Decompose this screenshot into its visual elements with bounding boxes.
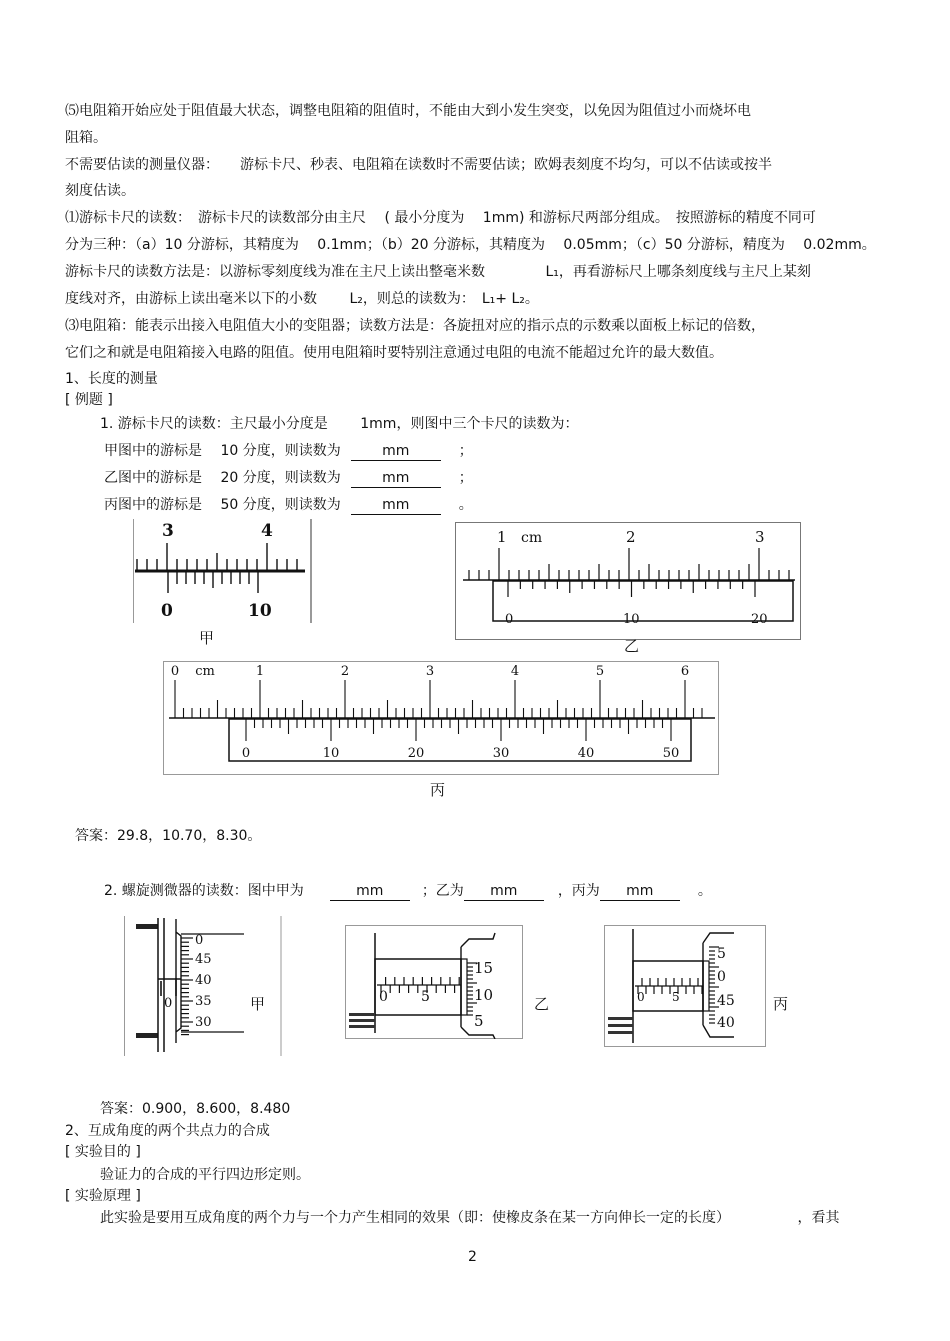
paragraph-line: 度线对齐，由游标上读出毫米以下的小数 L₂，则总的读数为： L₁+ L₂。: [65, 291, 539, 307]
thimble-label: 10: [474, 986, 494, 1004]
main-scale-label: 4: [261, 521, 273, 541]
question-1: 1. 游标卡尺的读数：主尺最小分度是 1mm，则图中三个卡尺的读数为：: [100, 416, 579, 432]
vernier-label: 20: [407, 746, 425, 761]
row-label: 丙图中的游标是 50 分度，则读数为: [104, 497, 341, 513]
vernier-figure-yi: [455, 522, 801, 640]
main-scale-label: 3: [425, 664, 435, 679]
paragraph-line: 不需要估读的测量仪器： 游标卡尺、秒表、电阻箱在读数时不需要估读；欧姆表刻度不均匀，可以不估读或按半: [65, 157, 772, 173]
vernier-label: 20: [751, 612, 768, 627]
main-scale-label: 2: [626, 528, 636, 546]
main-scale-label: 4: [510, 664, 520, 679]
answer-blank[interactable]: mm: [600, 882, 680, 901]
sleeve-label: 0: [164, 996, 173, 1011]
question-end: 。: [697, 883, 712, 899]
micrometer-figure-jia: [124, 916, 282, 1056]
main-scale-label: 3: [755, 528, 765, 546]
paragraph-line: ⑸电阻箱开始应处于阻值最大状态，调整电阻箱的阻值时，不能由大到小发生突变，以免因为阻值过小而烧坏电: [65, 103, 751, 119]
row-end: 。: [458, 497, 473, 513]
paragraph-line: 分为三种：（a）10 分游标，其精度为 0.1mm；（b）20 分游标，其精度为 0.05mm；（c）50 分游标，精度为 0.02mm。: [65, 237, 876, 253]
section-title: 1、长度的测量: [65, 371, 158, 387]
figure-caption: 丙: [773, 995, 789, 1013]
thimble-label: 5: [717, 946, 726, 962]
figure-caption: 丙: [430, 781, 446, 799]
thimble-label: 45: [717, 993, 735, 1009]
vernier-label: 0: [241, 746, 251, 761]
answer-1: 答案：29.8，10.70，8.30。: [75, 828, 262, 844]
thimble-label: 15: [474, 959, 494, 977]
answer-blank[interactable]: mm: [330, 882, 410, 901]
thimble-label: 30: [195, 1015, 212, 1030]
vernier-label: 0: [161, 601, 173, 621]
main-scale-label: 1: [497, 528, 507, 546]
main-scale-label: 2: [340, 664, 350, 679]
micrometer-figure-bing: [604, 925, 766, 1047]
vernier-figure-bing: [163, 661, 719, 775]
main-scale-label: 6: [680, 664, 690, 679]
question-1-row: [104, 441, 473, 461]
figure-caption: 甲: [250, 995, 266, 1013]
row-end: ；: [458, 443, 473, 459]
thimble-label: 40: [717, 1015, 735, 1031]
sleeve-label: 5: [421, 989, 430, 1005]
thimble-label: 35: [195, 994, 212, 1009]
vernier-label: 10: [248, 601, 272, 621]
subsection-heading: [ 实验原理 ]: [65, 1188, 141, 1204]
micrometer-figure-yi: [345, 925, 523, 1039]
row-end: ；: [458, 470, 473, 486]
example-heading: [ 例题 ]: [65, 392, 113, 408]
paragraph-line: 阻箱。: [65, 130, 107, 146]
vernier-figure-jia: [133, 518, 313, 624]
main-scale-label: 3: [162, 521, 174, 541]
section-title: 2、互成角度的两个共点力的合成: [65, 1123, 270, 1139]
main-scale-label: 1: [255, 664, 265, 679]
figure-caption: 甲: [199, 629, 215, 647]
row-label: 乙图中的游标是 20 分度，则读数为: [104, 470, 341, 486]
question-1-row: [104, 468, 473, 488]
thimble-label: 0: [195, 933, 204, 948]
paragraph-line: 刻度估读。: [65, 183, 135, 199]
answer-blank[interactable]: mm: [351, 442, 441, 461]
thimble-label: 40: [195, 973, 212, 988]
question-1-row: [104, 495, 473, 515]
question-2: [104, 881, 712, 901]
figure-caption: 乙: [624, 637, 640, 655]
page-number: 2: [468, 1249, 477, 1265]
question-2-prefix: 2. 螺旋测微器的读数：图中甲为: [104, 883, 304, 899]
unit-label: cm: [195, 664, 215, 679]
vernier-label: 50: [662, 746, 680, 761]
row-label: 甲图中的游标是 10 分度，则读数为: [104, 443, 341, 459]
paragraph-line: 它们之和就是电阻箱接入电路的阻值。使用电阻箱时要特别注意通过电阻的电流不能超过允许的最大数值。: [65, 345, 723, 361]
subsection-heading: [ 实验目的 ]: [65, 1144, 141, 1160]
vernier-label: 40: [577, 746, 595, 761]
thimble-label: 5: [474, 1012, 484, 1030]
paragraph-line: 游标卡尺的读数方法是：以游标零刻度线为准在主尺上读出整毫米数 L₁，再看游标尺上哪条刻度线与主尺上某刻: [65, 264, 811, 280]
sleeve-label: 5: [672, 990, 680, 1004]
answer-blank[interactable]: mm: [351, 496, 441, 515]
vernier-label: 10: [623, 612, 640, 627]
vernier-label: 10: [322, 746, 340, 761]
sleeve-label: 0: [637, 990, 645, 1004]
vernier-label: 30: [492, 746, 510, 761]
answer-blank[interactable]: mm: [351, 469, 441, 488]
answer-blank[interactable]: mm: [464, 882, 544, 901]
main-scale-label: 5: [595, 664, 605, 679]
answer-2: 答案：0.900，8.600，8.480: [100, 1101, 291, 1117]
paragraph-line: ⑶电阻箱：能表示出接入电阻值大小的变阻器；读数方法是：各旋扭对应的指示点的示数乘以面板上标记的倍数，: [65, 318, 765, 334]
thimble-label: 0: [717, 969, 726, 985]
sleeve-label: 0: [379, 989, 388, 1005]
vernier-label: 0: [505, 612, 514, 627]
paragraph-line: ⑴游标卡尺的读数： 游标卡尺的读数部分由主尺 ( 最小分度为 1mm) 和游标尺两部分组成。 按照游标的精度不同可: [65, 210, 816, 226]
paragraph-line: 此实验是要用互成角度的两个力与一个力产生相同的效果（即：使橡皮条在某一方向伸长一定的长度） ，看其: [100, 1210, 840, 1226]
separator-text: ，丙为: [557, 883, 600, 899]
separator-text: ；乙为: [421, 883, 464, 899]
figure-caption: 乙: [534, 995, 550, 1013]
main-scale-label: 0: [170, 664, 180, 679]
unit-label: cm: [521, 530, 543, 546]
paragraph-line: 验证力的合成的平行四边形定则。: [100, 1167, 310, 1183]
thimble-label: 45: [195, 952, 212, 967]
